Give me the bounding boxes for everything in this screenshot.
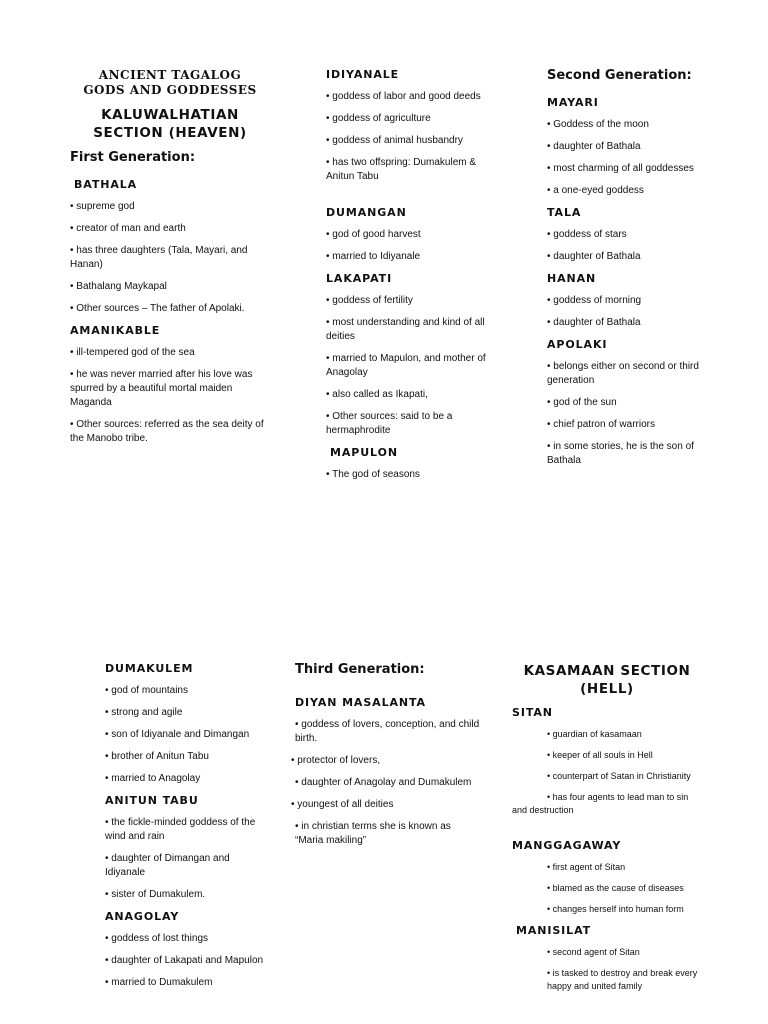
dumakulem-item: • strong and agile: [105, 707, 183, 718]
manisilat-item: • is tasked to destroy and break every happy and united family: [547, 968, 698, 991]
mayari-item: • Goddess of the moon: [547, 119, 649, 130]
deity-heading-manisilat: MANISILAT: [516, 924, 592, 937]
apolaki-item: • in some stories, he is the son of Bathala: [547, 441, 694, 466]
dumakulem-item: • god of mountains: [105, 685, 188, 696]
apolaki-item: • chief patron of warriors: [547, 419, 655, 430]
lakapati-item: • goddess of fertility: [326, 295, 413, 306]
manggagaway-item: • blamed as the cause of diseases: [547, 883, 684, 893]
hell-section-title-line-2: (HELL): [580, 681, 634, 697]
hanan-item: • daughter of Bathala: [547, 317, 641, 328]
diyan-masalanta-item: • in christian terms she is known as “Maria makiling”: [295, 821, 451, 846]
deity-heading-anagolay: ANAGOLAY: [105, 910, 180, 923]
diyan-masalanta-item: • protector of lovers,: [291, 755, 381, 766]
spacer: [512, 825, 702, 839]
heaven-section-title-line-2: SECTION (HEAVEN): [93, 125, 247, 141]
third-generation-heading: Third Generation:: [295, 662, 425, 677]
amanikable-item: • ill-tempered god of the sea: [70, 347, 195, 358]
manggagaway-item: [512, 903, 702, 916]
dumakulem-item: • married to Anagolay: [105, 773, 201, 784]
sitan-item-text: • counterpart of Satan in Christianity: [547, 771, 691, 781]
lakapati-item: • also called as Ikapati,: [326, 389, 428, 400]
sitan-item: [512, 770, 702, 783]
anagolay-item: • goddess of lost things: [105, 933, 209, 944]
deity-heading-bathala: BATHALA: [74, 178, 138, 191]
amanikable-item: • he was never married after his love was spurred by a beautiful mortal maiden Maganda: [70, 369, 253, 408]
amanikable-item: • Other sources: referred as the sea deity of the Manobo tribe.: [70, 419, 264, 444]
deity-heading-diyan-masalanta: DIYAN MASALANTA: [295, 696, 426, 709]
mayari-item: • most charming of all goddesses: [547, 163, 694, 174]
dumakulem-item: • brother of Anitun Tabu: [105, 751, 209, 762]
dumangan-item: • god of good harvest: [326, 229, 421, 240]
spacer: [326, 192, 491, 206]
hell-section-title: [512, 662, 702, 698]
deity-heading-apolaki: APOLAKI: [547, 338, 608, 351]
apolaki-item: • belongs either on second or third generation: [547, 361, 699, 386]
deity-heading-hanan: HANAN: [547, 272, 597, 285]
deity-heading-sitan: SITAN: [512, 706, 553, 719]
heaven-section-title: [70, 106, 270, 142]
bathala-item: • supreme god: [70, 201, 135, 212]
anagolay-item: • daughter of Lakapati and Mapulon: [105, 955, 264, 966]
diyan-masalanta-item: • daughter of Anagolay and Dumakulem: [295, 777, 472, 788]
page1-column-3: [547, 68, 707, 476]
sitan-item: [512, 791, 702, 817]
bathala-item: • Other sources – The father of Apolaki.: [70, 303, 245, 314]
first-generation-heading: First Generation:: [70, 150, 196, 165]
sitan-item: • guardian of kasamaan: [547, 729, 642, 739]
sitan-item: • keeper of all souls in Hell: [547, 750, 653, 760]
document-title: [70, 68, 270, 98]
dumakulem-item: • son of Idiyanale and Dimangan: [105, 729, 250, 740]
second-generation-heading: Second Generation:: [547, 68, 692, 83]
mapulon-item: • The god of seasons: [326, 469, 420, 480]
hanan-item: • goddess of morning: [547, 295, 642, 306]
page2-column-1: [105, 662, 265, 998]
idiyanale-item: • has two offspring: Dumakulem & Anitun Tabu: [326, 157, 477, 182]
page1-column-2: [326, 68, 491, 490]
manggagaway-item-text: • changes herself into human form: [547, 904, 684, 914]
manisilat-item: • second agent of Sitan: [547, 947, 640, 957]
idiyanale-item: • goddess of agriculture: [326, 113, 431, 124]
hell-section-title-line-1: KASAMAAN SECTION: [523, 663, 691, 679]
apolaki-item: • god of the sun: [547, 397, 617, 408]
deity-heading-idiyanale: IDIYANALE: [326, 68, 400, 81]
lakapati-item: • Other sources: said to be a hermaphrodite: [326, 411, 453, 436]
page1-column-1: [70, 68, 270, 454]
lakapati-item: • married to Mapulon, and mother of Anagolay: [326, 353, 486, 378]
anagolay-item: • married to Dumakulem: [105, 977, 213, 988]
deity-heading-mapulon: MAPULON: [330, 446, 398, 459]
page-2: [0, 600, 768, 1024]
bathala-item: • creator of man and earth: [70, 223, 186, 234]
page2-column-3: [512, 662, 702, 1001]
bathala-item: • has three daughters (Tala, Mayari, and Hanan): [70, 245, 248, 270]
page2-column-2: [291, 662, 481, 856]
tala-item: • goddess of stars: [547, 229, 627, 240]
deity-heading-lakapati: LAKAPATI: [326, 272, 393, 285]
deity-heading-dumangan: DUMANGAN: [326, 206, 407, 219]
diyan-masalanta-item: • goddess of lovers, conception, and child birth.: [295, 719, 480, 744]
idiyanale-item: • goddess of labor and good deeds: [326, 91, 481, 102]
mayari-item: • a one-eyed goddess: [547, 185, 644, 196]
manggagaway-item: • first agent of Sitan: [547, 862, 626, 872]
diyan-masalanta-item: • youngest of all deities: [291, 799, 394, 810]
anitun-tabu-item: • daughter of Dimangan and Idiyanale: [105, 853, 230, 878]
deity-heading-manggagaway: MANGGAGAWAY: [512, 839, 622, 852]
document-title-line-2: GODS AND GODDESSES: [83, 83, 257, 97]
anitun-tabu-item: • sister of Dumakulem.: [105, 889, 206, 900]
mayari-item: • daughter of Bathala: [547, 141, 641, 152]
bathala-item: • Bathalang Maykapal: [70, 281, 167, 292]
deity-heading-amanikable: AMANIKABLE: [70, 324, 161, 337]
lakapati-item: • most understanding and kind of all deities: [326, 317, 485, 342]
document-title-line-1: ANCIENT TAGALOG: [98, 68, 242, 82]
deity-heading-tala: TALA: [547, 206, 582, 219]
anitun-tabu-item: • the fickle-minded goddess of the wind and rain: [105, 817, 256, 842]
sitan-item-text: • has four agents to lead man to sin and destruction: [512, 792, 689, 815]
tala-item: • daughter of Bathala: [547, 251, 641, 262]
deity-heading-dumakulem: DUMAKULEM: [105, 662, 194, 675]
heaven-section-title-line-1: KALUWALHATIAN: [101, 107, 239, 123]
idiyanale-item: • goddess of animal husbandry: [326, 135, 463, 146]
deity-heading-mayari: MAYARI: [547, 96, 599, 109]
dumangan-item: • married to Idiyanale: [326, 251, 421, 262]
deity-heading-anitun-tabu: ANITUN TABU: [105, 794, 199, 807]
